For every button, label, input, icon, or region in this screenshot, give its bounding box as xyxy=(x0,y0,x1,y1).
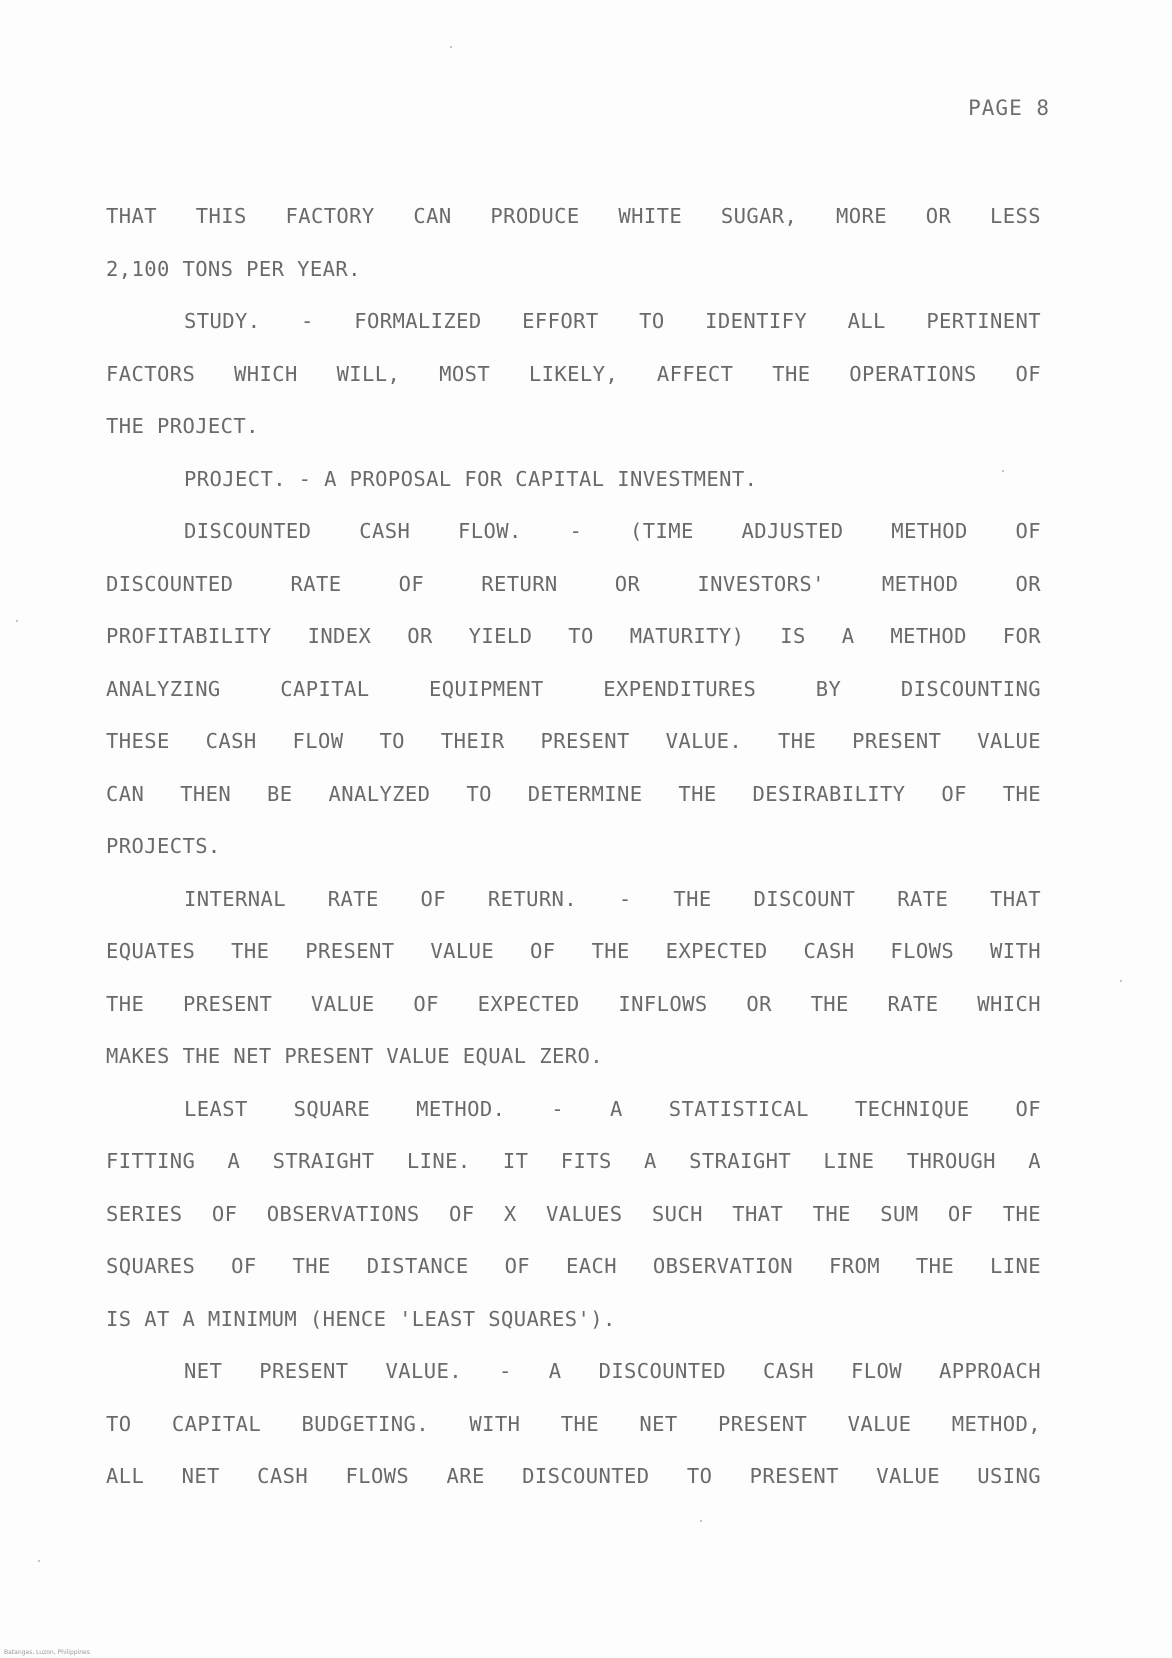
scan-speck xyxy=(1120,980,1122,982)
text-line: ALL NET CASH FLOWS ARE DISCOUNTED TO PRESENT VALUE USING xyxy=(106,1464,1041,1488)
text-line: THE PRESENT VALUE OF EXPECTED INFLOWS OR THE RATE WHICH xyxy=(106,991,1041,1016)
text-line: FITTING A STRAIGHT LINE. IT FITS A STRAIGHT LINE THROUGH A xyxy=(106,1149,1041,1173)
text-line: IS AT A MINIMUM (HENCE 'LEAST SQUARES'). xyxy=(106,1306,616,1331)
text-line: 2,100 TONS PER YEAR. xyxy=(106,256,361,281)
text-line: LEAST SQUARE METHOD. - A STATISTICAL TECHNIQUE OF xyxy=(184,1096,1041,1121)
text-line: FACTORS WHICH WILL, MOST LIKELY, AFFECT THE OPERATIONS OF xyxy=(106,361,1041,386)
text-line: THE PROJECT. xyxy=(106,414,259,438)
text-line: THAT THIS FACTORY CAN PRODUCE WHITE SUGAR, MORE OR LESS xyxy=(106,204,1041,228)
text-line: CAN THEN BE ANALYZED TO DETERMINE THE DESIRABILITY OF THE xyxy=(106,781,1041,806)
scan-speck xyxy=(38,1560,40,1562)
text-line: PROFITABILITY INDEX OR YIELD TO MATURITY) IS A METHOD FOR xyxy=(106,624,1041,648)
body-text xyxy=(106,190,1041,1503)
scan-speck xyxy=(1002,470,1004,472)
page-number: PAGE 8 xyxy=(968,96,1050,120)
scan-speck xyxy=(700,1520,702,1522)
text-line: INTERNAL RATE OF RETURN. - THE DISCOUNT RATE THAT xyxy=(184,886,1041,911)
text-line: ANALYZING CAPITAL EQUIPMENT EXPENDITURES BY DISCOUNTING xyxy=(106,676,1041,701)
scan-speck xyxy=(16,620,18,622)
text-line: PROJECT. - A PROPOSAL FOR CAPITAL INVESTMENT. xyxy=(184,466,758,491)
text-line: MAKES THE NET PRESENT VALUE EQUAL ZERO. xyxy=(106,1044,603,1068)
text-line: STUDY. - FORMALIZED EFFORT TO IDENTIFY ALL PERTINENT xyxy=(184,309,1041,333)
scan-speck xyxy=(450,46,452,48)
text-line: PROJECTS. xyxy=(106,834,221,858)
text-line: EQUATES THE PRESENT VALUE OF THE EXPECTED CASH FLOWS WITH xyxy=(106,939,1041,963)
text-line: SERIES OF OBSERVATIONS OF X VALUES SUCH THAT THE SUM OF THE xyxy=(106,1201,1041,1226)
text-line: DISCOUNTED CASH FLOW. - (TIME ADJUSTED METHOD OF xyxy=(184,519,1041,543)
text-line: SQUARES OF THE DISTANCE OF EACH OBSERVATION FROM THE LINE xyxy=(106,1254,1041,1278)
text-line: TO CAPITAL BUDGETING. WITH THE NET PRESENT VALUE METHOD, xyxy=(106,1411,1041,1436)
text-line: NET PRESENT VALUE. - A DISCOUNTED CASH FLOW APPROACH xyxy=(184,1359,1041,1383)
text-line: DISCOUNTED RATE OF RETURN OR INVESTORS' METHOD OR xyxy=(106,571,1041,596)
text-line: THESE CASH FLOW TO THEIR PRESENT VALUE. THE PRESENT VALUE xyxy=(106,729,1041,753)
footer-scan-note: Batangas, Luzon, Philippines xyxy=(4,1649,90,1656)
